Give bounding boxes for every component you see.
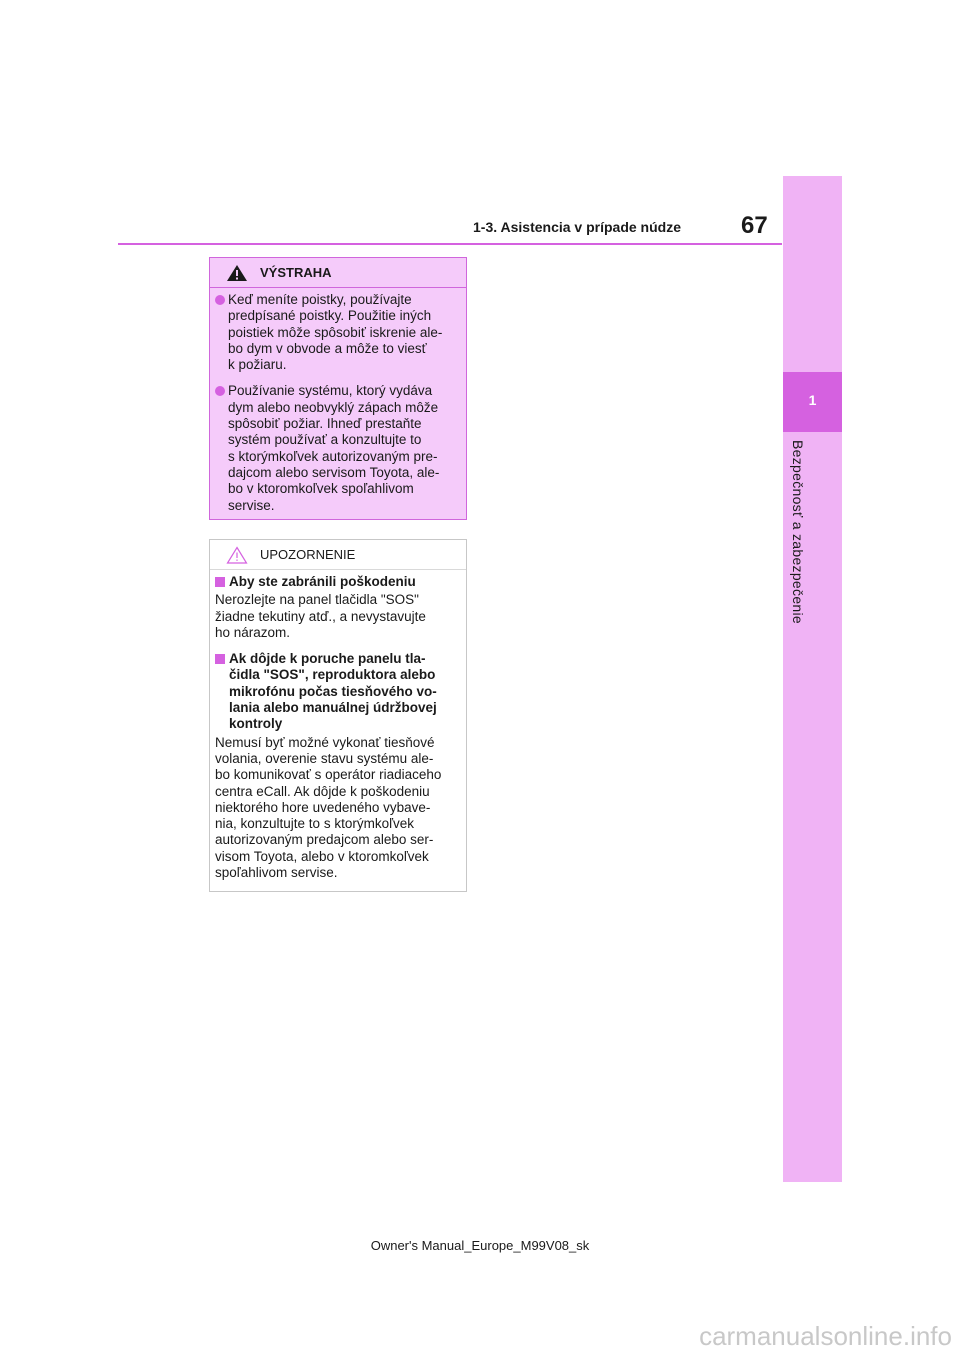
text-line: autorizovaným predajcom alebo ser- <box>215 832 434 848</box>
section-title: 1-3. Asistencia v prípade núdze <box>473 219 681 235</box>
text-line: k požiaru. <box>228 357 287 373</box>
text-line: Používanie systému, ktorý vydáva <box>228 383 433 399</box>
text-line: bo dym v obvode a môže to viesť <box>228 340 427 356</box>
watermark: carmanualsonline.info <box>699 1321 952 1351</box>
text-line: spoľahlivom servise. <box>215 865 338 881</box>
text-line: Nemusí byť možné vykonať tiesňové <box>215 734 435 750</box>
text-line: centra eCall. Ak dôjde k poškodeniu <box>215 783 430 799</box>
text-line: Nerozlejte na panel tlačidla "SOS" <box>215 592 419 608</box>
chapter-side-tab <box>783 176 842 1182</box>
warning-body <box>210 288 466 514</box>
warning-title: VÝSTRAHA <box>260 265 332 280</box>
caution-box <box>209 539 467 892</box>
text-line: Keď meníte poistky, používajte <box>228 292 412 307</box>
text-line: dym alebo neobvyklý zápach môže <box>228 399 439 415</box>
page-number: 67 <box>741 212 768 239</box>
text-line: volania, overenie stavu systému ale- <box>215 750 434 766</box>
footer-text: Owner's Manual_Europe_M99V08_sk <box>370 1238 590 1253</box>
chapter-label: Bezpečnosť a zabezpečenie <box>790 440 806 624</box>
warning-box <box>209 257 467 520</box>
warning-item <box>215 383 460 513</box>
caution-subheading <box>215 651 460 732</box>
text-line: servise. <box>228 497 275 513</box>
bullet-dot-icon <box>215 386 225 396</box>
chapter-number: 1 <box>808 392 817 408</box>
warning-item <box>215 292 460 373</box>
text-line: predpísané poistky. Použitie iných <box>228 308 432 324</box>
caution-title: UPOZORNENIE <box>260 547 356 562</box>
text-line: visom Toyota, alebo v ktoromkoľvek <box>215 848 429 864</box>
warning-triangle-icon <box>226 264 248 282</box>
caution-subheading <box>215 574 460 590</box>
caution-paragraph <box>215 592 460 641</box>
text-line: ho nárazom. <box>215 624 291 640</box>
square-bullet-icon <box>215 577 225 587</box>
text-line: niektorého hore uvedeného vybave- <box>215 799 431 815</box>
text-line: s ktorýmkoľvek autorizovaným pre- <box>228 448 438 464</box>
warning-header <box>210 258 466 288</box>
text-line: Aby ste zabránili poškodeniu <box>229 574 416 589</box>
bullet-dot-icon <box>215 295 225 305</box>
text-line: nia, konzultujte to s ktorýmkoľvek <box>215 816 415 832</box>
text-line: poistiek môže spôsobiť iskrenie ale- <box>228 324 443 340</box>
text-line: lania alebo manuálnej údržbovej <box>229 700 437 716</box>
text-line: žiadne tekutiny atď., a nevystavujte <box>215 608 426 624</box>
text-line: Ak dôjde k poruche panelu tla- <box>229 651 426 667</box>
text-line: čidla "SOS", reproduktora alebo <box>229 667 436 683</box>
caution-triangle-icon <box>226 546 248 564</box>
text-line: bo v ktoromkoľvek spoľahlivom <box>228 481 414 497</box>
text-line: kontroly <box>229 716 283 732</box>
text-line: mikrofónu počas tiesňového vo- <box>229 683 437 699</box>
header-rule <box>118 243 782 245</box>
text-line: bo komunikovať s operátor riadiaceho <box>215 767 442 783</box>
caution-header <box>210 540 466 570</box>
text-line: dajcom alebo servisom Toyota, ale- <box>228 464 440 480</box>
text-line: spôsobiť požiar. Ihneď prestaňte <box>228 416 422 432</box>
square-bullet-icon <box>215 654 225 664</box>
caution-paragraph <box>215 735 460 882</box>
text-line: systém používať a konzultujte to <box>228 432 422 448</box>
caution-body <box>210 570 466 881</box>
